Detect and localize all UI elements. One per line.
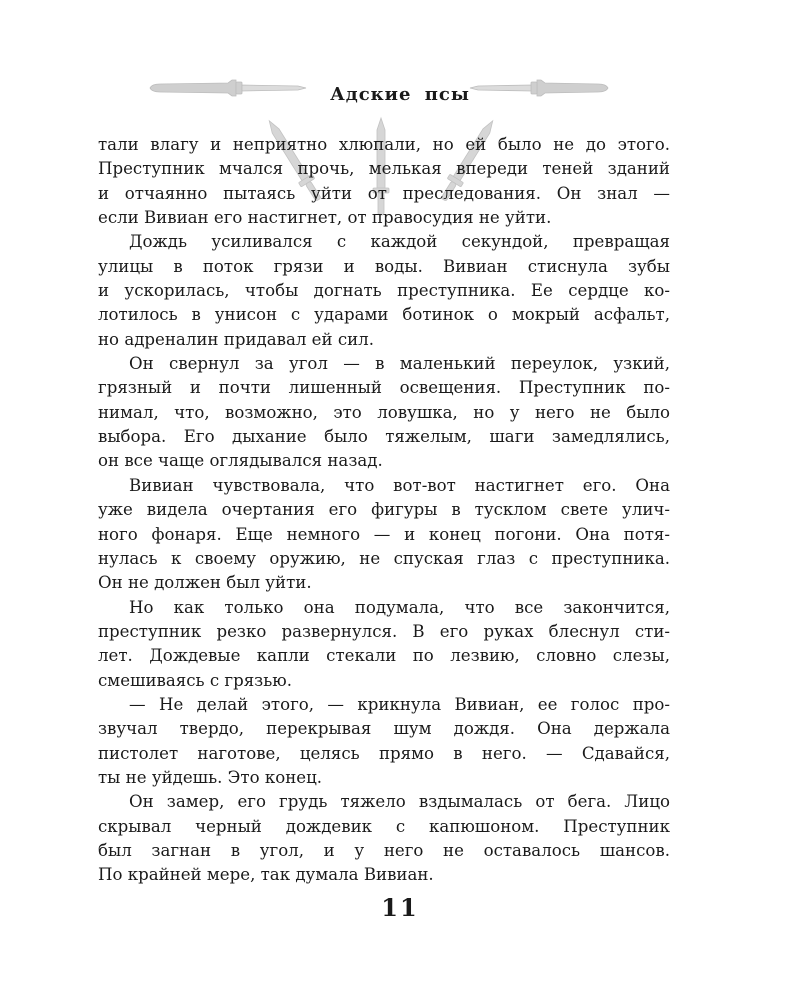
text-line: ного фонаря. Еще немного — и конец погони. Она потя- (98, 524, 670, 544)
paragraph (98, 230, 670, 352)
text-line: и отчаянно пытаясь уйти от преследования. Он знал — (98, 183, 670, 203)
text-line: По крайней мере, так думала Вивиан. (98, 865, 434, 885)
paragraph (98, 790, 670, 887)
page-number: 11 (381, 893, 419, 922)
text-line: Он замер, его грудь тяжело вздымалась от бега. Лицо (129, 792, 670, 812)
text-line: грязный и почти лишенный освещения. Преступник по- (98, 378, 670, 398)
text-line: Он свернул за угол — в маленький переулок, узкий, (129, 354, 670, 374)
text-line: был загнан в угол, и у него не оставалось шансов. (98, 840, 670, 860)
text-line: Дождь усиливался с каждой секундой, превращая (129, 232, 670, 252)
text-line: лотилось в унисон с ударами ботинок о мокрый асфальт, (98, 305, 670, 325)
text-line: уже видела очертания его фигуры в тусклом свете улич- (98, 500, 670, 520)
text-line: ты не уйдешь. Это конец. (98, 767, 323, 787)
text-line: но адреналин придавал ей сил. (98, 329, 374, 349)
paragraph (98, 596, 670, 693)
text-line: выбора. Его дыхание было тяжелым, шаги замедлялись, (98, 427, 670, 447)
text-line: и ускорилась, чтобы догнать преступника. Ее сердце ко- (98, 281, 670, 301)
paragraph (98, 133, 670, 230)
text-line: смешиваясь с грязью. (98, 670, 292, 690)
text-line: Но как только она подумала, что все закончится, (129, 597, 670, 617)
text-line: Он не должен был уйти. (98, 573, 312, 593)
text-line: нимал, что, возможно, это ловушка, но у него не было (98, 402, 670, 422)
paragraph (98, 693, 670, 790)
text-line: тали влагу и неприятно хлюпали, но ей было не до этого. (98, 135, 670, 154)
text-line: Преступник мчался прочь, мелькая впереди теней зданий (98, 159, 670, 179)
text-line: звучал твердо, перекрывая шум дождя. Она держала (98, 719, 670, 739)
paragraph (98, 352, 670, 474)
text-line: он все чаще оглядывался назад. (98, 451, 383, 471)
running-title: Адские псы (330, 84, 470, 105)
text-line: — Не делай этого, — крикнула Вивиан, ее голос про- (129, 694, 670, 714)
text-line: преступник резко развернулся. В его руках блеснул сти- (98, 621, 670, 641)
text-line: пистолет наготове, целясь прямо в него. — Сдавайся, (98, 743, 670, 763)
text-line: скрывал черный дождевик с капюшоном. Преступник (98, 816, 670, 836)
text-line: нулась к своему оружию, не спуская глаз с преступника. (98, 548, 670, 568)
paragraph (98, 474, 670, 596)
text-line: Вивиан чувствовала, что вот-вот настигнет его. Она (129, 475, 670, 495)
text-line: лет. Дождевые капли стекали по лезвию, словно слезы, (98, 646, 670, 666)
body-text (98, 133, 670, 888)
text-line: улицы в поток грязи и воды. Вивиан стиснула зубы (98, 256, 670, 276)
text-line: если Вивиан его настигнет, от правосудия не уйти. (98, 208, 552, 228)
